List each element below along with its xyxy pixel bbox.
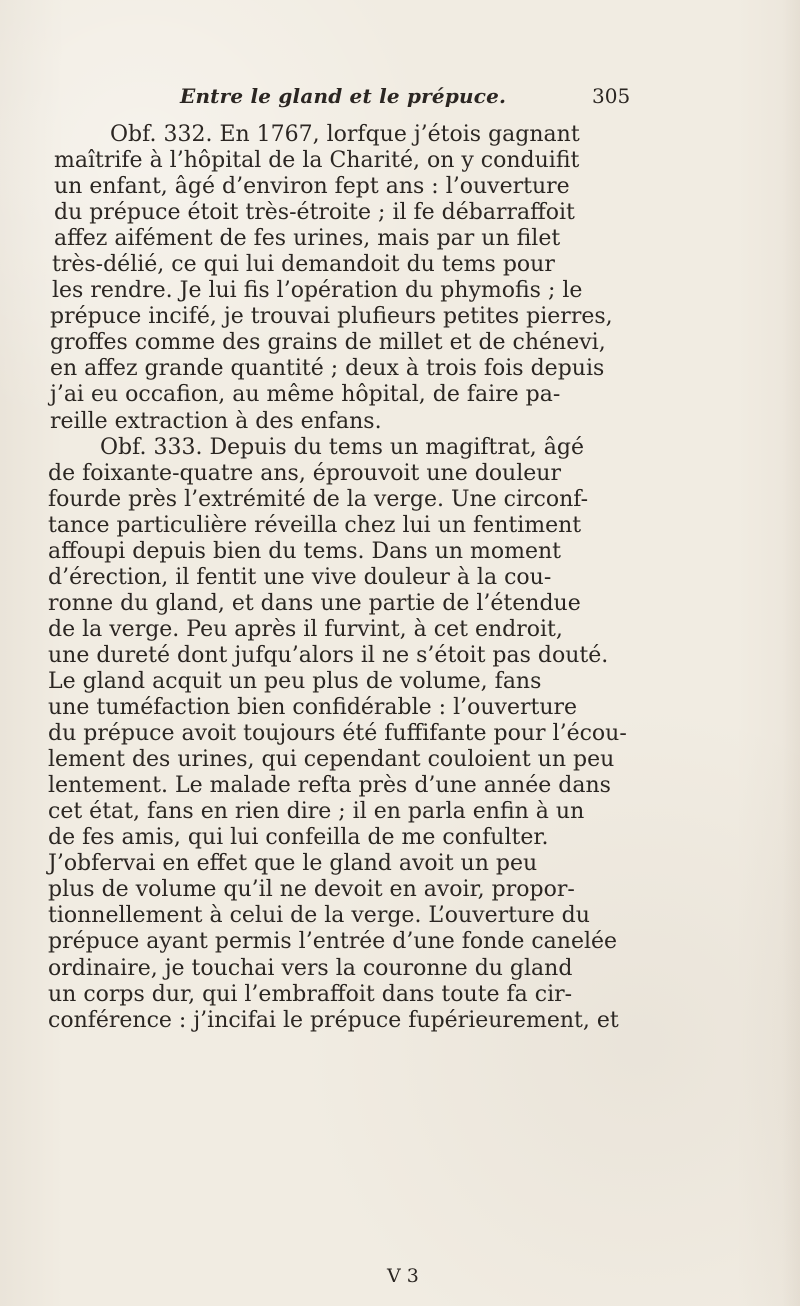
text-line: maîtrife à l’hôpital de la Charité, on y conduifit: [54, 148, 580, 174]
text-line: un corps dur, qui l’embraffoit dans toute fa cir-: [48, 981, 573, 1007]
text-line: du prépuce avoit toujours été fuffifante pour l’écou-: [48, 721, 627, 747]
text-line: tance particulière réveilla chez lui un fentiment: [48, 512, 582, 538]
text-line: plus de volume qu’il ne devoit en avoir, propor-: [48, 877, 575, 903]
text-line: une tuméfaction bien confidérable : l’ouverture: [48, 695, 578, 721]
text-line: une dureté dont jufqu’alors il ne s’étoit pas douté.: [48, 642, 609, 668]
running-head: Entre le gland et le prépuce.: [180, 84, 507, 108]
text-line: de fes amis, qui lui confeilla de me confulter.: [48, 825, 549, 851]
text-line: affez aifément de fes urines, mais par un filet: [54, 226, 561, 252]
text-line: groffes comme des grains de millet et de chénevi,: [50, 330, 606, 356]
text-line: lement des urines, qui cependant couloient un peu: [48, 747, 615, 773]
text-line: fourde près l’extrémité de la verge. Une circonf-: [48, 486, 589, 512]
text-line: conférence : j’incifai le prépuce fupérieurement, et: [48, 1007, 619, 1033]
text-line: cet état, fans en rien dire ; il en parla enfin à un: [48, 799, 585, 825]
text-line: Obf. 332. En 1767, lorfque j’étois gagnant: [110, 122, 580, 147]
body-text: [40, 122, 760, 1034]
text-line: d’érection, il fentit une vive douleur à la cou-: [48, 564, 552, 590]
text-line: très-délié, ce qui lui demandoit du tems pour: [52, 252, 555, 278]
text-line: tionnellement à celui de la verge. L’ouverture du: [48, 903, 590, 929]
text-line: du prépuce étoit très-étroite ; il fe débarraffoit: [54, 200, 575, 226]
text-line: de la verge. Peu après il furvint, à cet endroit,: [48, 616, 563, 642]
text-line: prépuce ayant permis l’entrée d’une fonde canelée: [48, 929, 618, 955]
signature-mark: V 3: [387, 1265, 419, 1287]
text-line: Le gland acquit un peu plus de volume, fans: [48, 668, 542, 694]
text-line: lentement. Le malade refta près d’une année dans: [48, 773, 611, 799]
text-line: un enfant, âgé d’environ fept ans : l’ouverture: [54, 174, 570, 200]
text-line: reille extraction à des enfans.: [50, 408, 382, 434]
text-line: J’obfervai en effet que le gland avoit un peu: [48, 851, 538, 877]
text-line: en affez grande quantité ; deux à trois fois depuis: [50, 356, 605, 382]
page-number: 305: [592, 84, 631, 108]
text-line: ordinaire, je touchai vers la couronne du gland: [48, 955, 573, 981]
page-header: [0, 84, 800, 118]
text-line: prépuce incifé, je trouvai plufieurs petites pierres,: [50, 304, 613, 330]
text-line: Obf. 333. Depuis du tems un magiftrat, âgé: [100, 434, 585, 460]
text-line: affoupi depuis bien du tems. Dans un moment: [48, 538, 562, 564]
text-line: de foixante-quatre ans, éprouvoit une douleur: [48, 460, 561, 486]
text-line: ronne du gland, et dans une partie de l’étendue: [48, 590, 581, 616]
text-line: les rendre. Je lui fis l’opération du phymofis ; le: [52, 278, 583, 304]
text-line: j’ai eu occafion, au même hôpital, de faire pa-: [50, 382, 561, 408]
page-edge-shadow: [782, 0, 800, 1306]
